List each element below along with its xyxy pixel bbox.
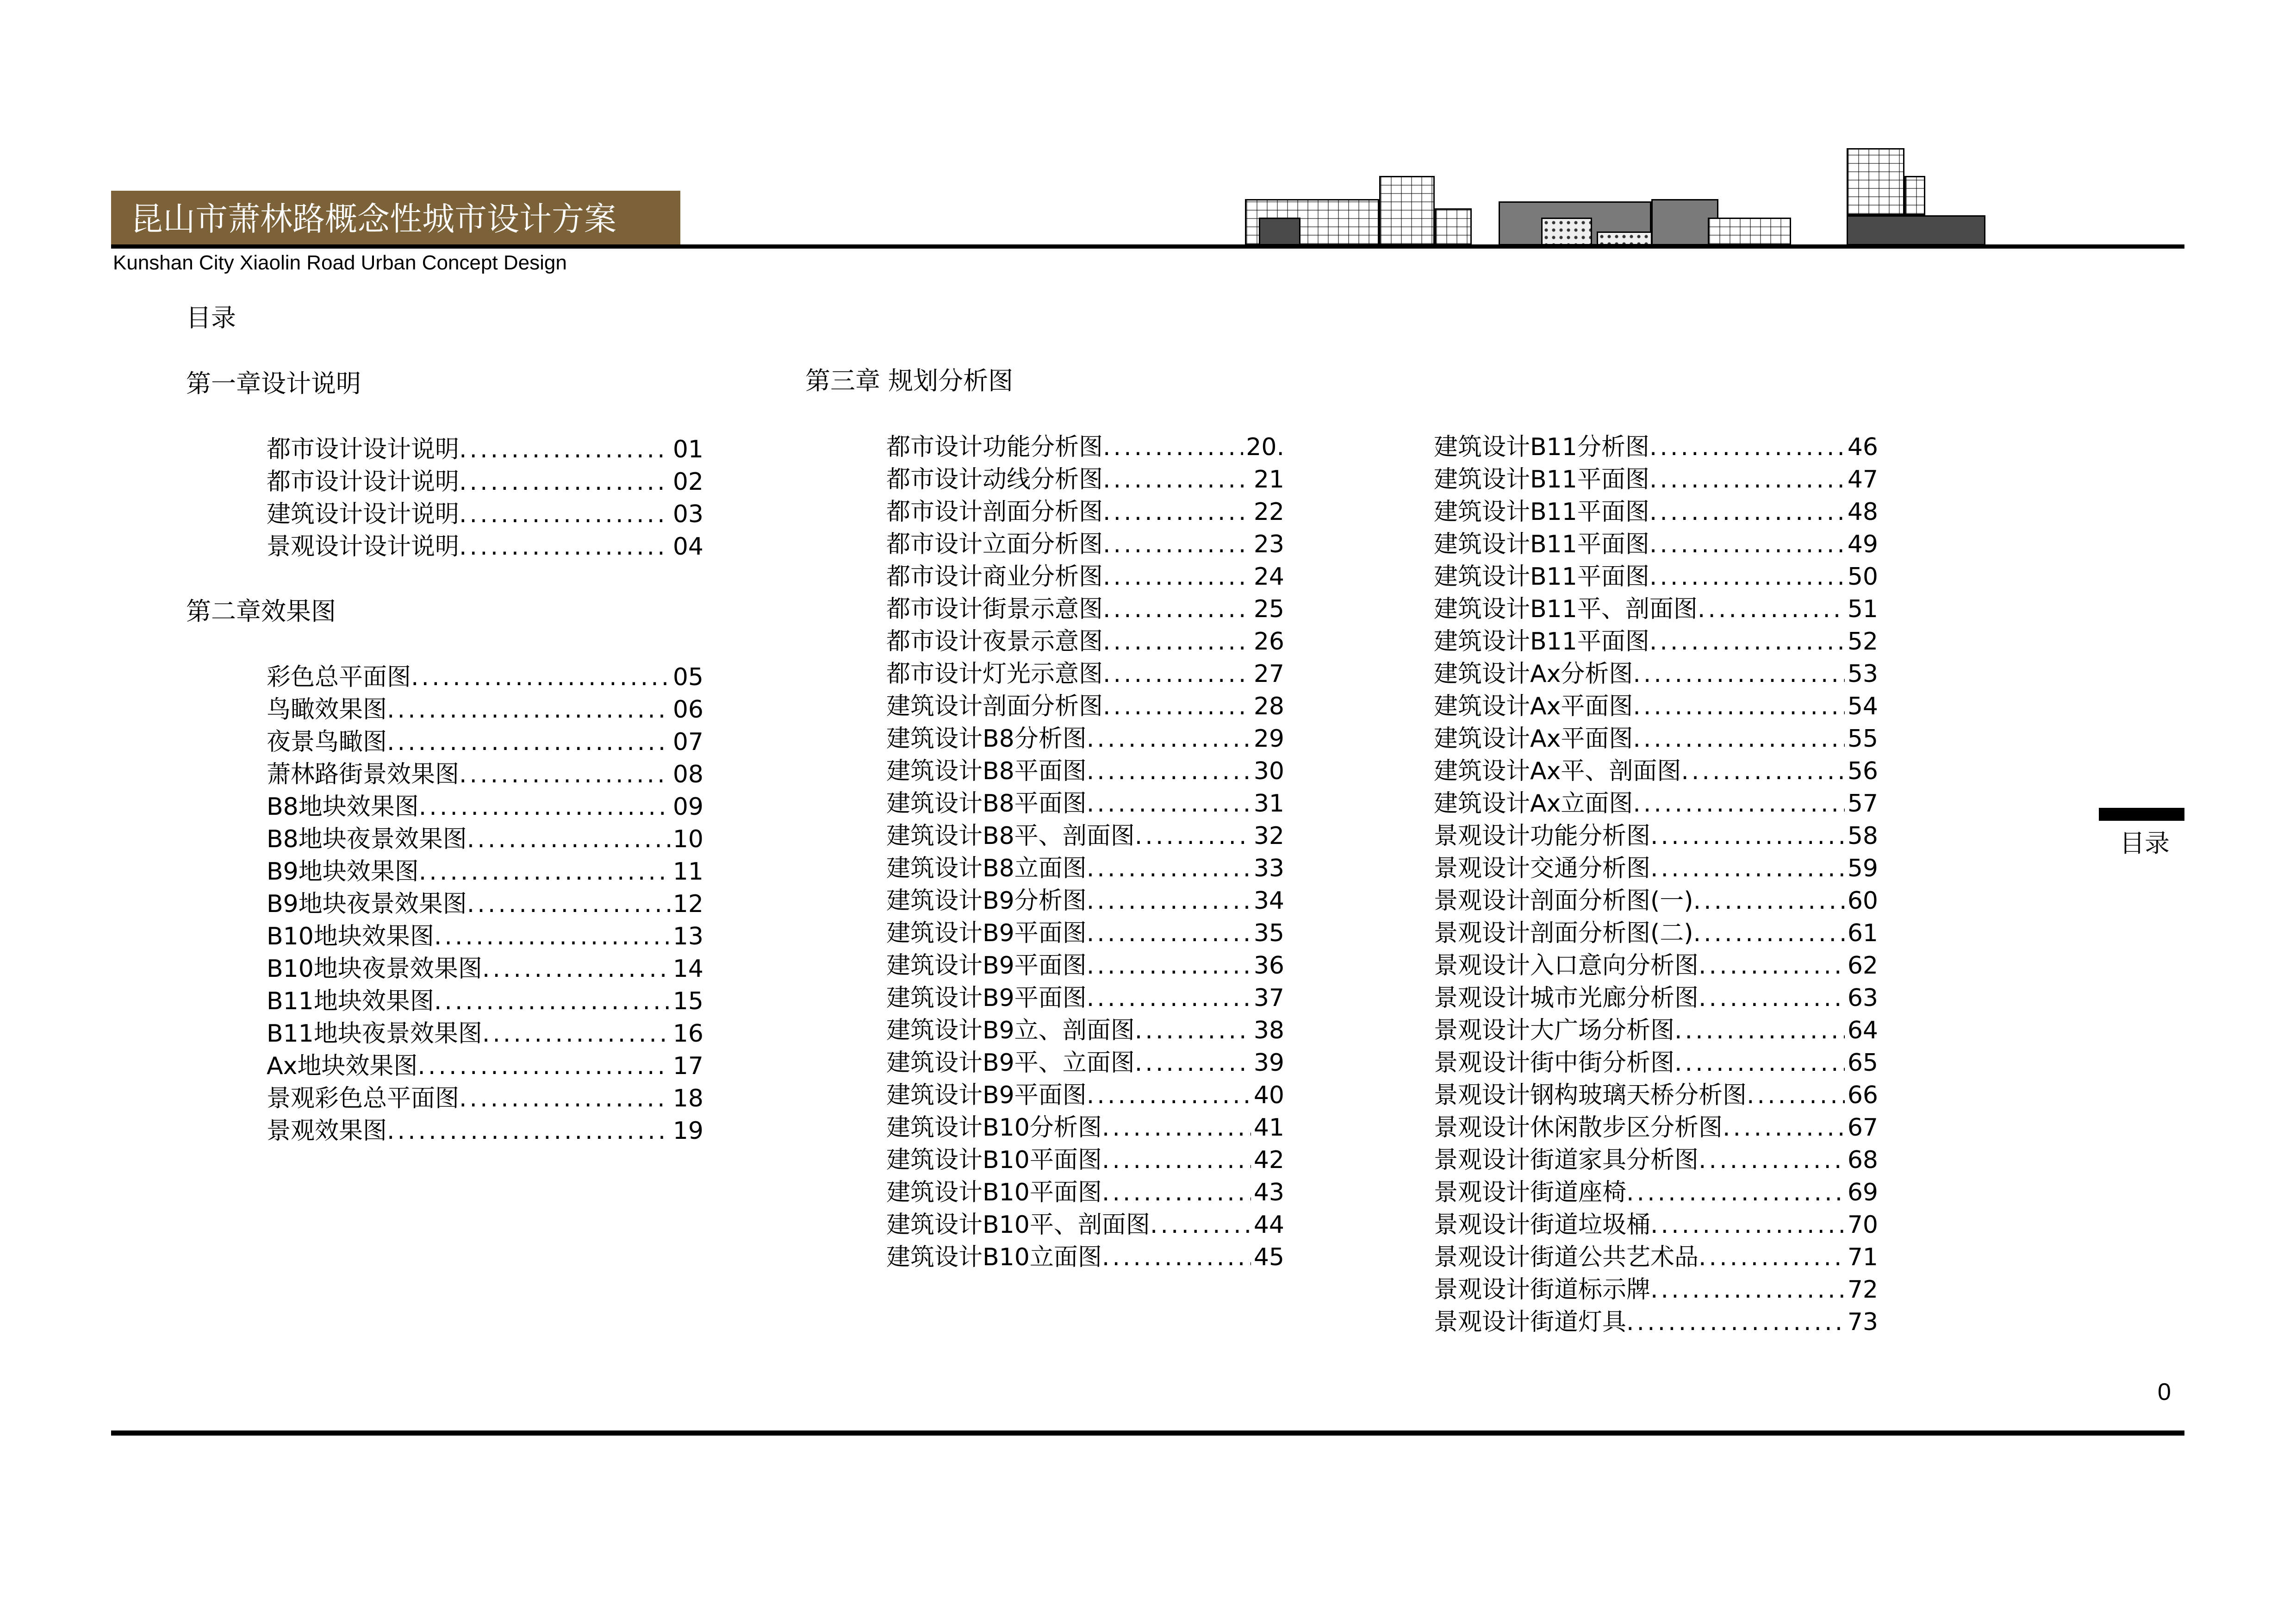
entry-label: 建筑设计B10平面图	[886, 1146, 1102, 1174]
toc-entry[interactable]	[267, 825, 703, 854]
toc-entry[interactable]	[267, 987, 703, 1016]
entry-label: 建筑设计Ax立面图	[1434, 790, 1633, 818]
entry-label: 景观设计功能分析图	[1434, 822, 1651, 850]
entry-page: 05	[672, 663, 703, 691]
toc-entry[interactable]	[1434, 757, 1878, 786]
entry-page: 04	[672, 533, 703, 561]
entry-label: 景观设计街道垃圾桶	[1434, 1211, 1651, 1239]
entry-page: 36	[1253, 952, 1284, 980]
toc-entry[interactable]	[1434, 433, 1878, 462]
entry-label: 景观设计入口意向分析图	[1434, 952, 1699, 980]
entry-label: B9地块效果图	[267, 858, 419, 886]
entry-label: 都市设计设计说明	[267, 468, 460, 496]
document-title: 昆山市萧林路概念性城市设计方案	[131, 200, 616, 238]
toc-entry[interactable]	[267, 1117, 703, 1145]
toc-entry[interactable]	[1434, 660, 1878, 688]
toc-entry[interactable]	[267, 695, 703, 724]
entry-page: 06	[672, 696, 703, 724]
page-number: 0	[2158, 1379, 2171, 1405]
building-elevation	[1904, 176, 1925, 215]
entry-page: 12	[672, 890, 703, 918]
entry-page: 29	[1253, 725, 1284, 753]
toc-entry[interactable]	[886, 822, 1284, 850]
entry-label: 都市设计夜景示意图	[886, 628, 1103, 656]
toc-entry[interactable]	[886, 887, 1284, 915]
entry-label: 建筑设计Ax分析图	[1434, 660, 1633, 688]
entry-label: 建筑设计B11平面图	[1434, 628, 1649, 656]
entry-page: 48	[1847, 498, 1878, 526]
entry-label: 建筑设计B10平、剖面图	[886, 1211, 1150, 1239]
entry-label: 彩色总平面图	[267, 663, 411, 691]
entry-page: 61	[1847, 919, 1878, 947]
footer-rule	[111, 1430, 2184, 1436]
toc-entry[interactable]	[267, 1084, 703, 1113]
entry-page: 46	[1847, 433, 1878, 461]
entry-page: 70	[1847, 1211, 1878, 1239]
entry-label: 建筑设计B11平、剖面图	[1434, 595, 1698, 623]
toc-entry[interactable]	[1434, 627, 1878, 656]
toc-heading: 目录	[186, 303, 236, 332]
entry-label: 建筑设计B11分析图	[1434, 433, 1649, 461]
entry-label: B11地块夜景效果图	[267, 1020, 482, 1048]
toc-entry[interactable]	[1434, 1016, 1878, 1045]
toc-entry[interactable]	[886, 951, 1284, 980]
toc-entry[interactable]	[886, 919, 1284, 948]
entry-page: 11	[672, 858, 703, 886]
entry-label: 景观设计街道家具分析图	[1434, 1146, 1699, 1174]
entry-page: 66	[1847, 1081, 1878, 1109]
entry-label: 景观设计街中街分析图	[1434, 1049, 1675, 1077]
entry-label: 建筑设计设计说明	[267, 500, 460, 528]
entry-label: B8地块效果图	[267, 793, 419, 821]
toc-entry[interactable]	[886, 660, 1284, 688]
toc-entry[interactable]	[886, 854, 1284, 883]
entry-label: 都市设计动线分析图	[886, 466, 1103, 493]
entry-page: 38	[1253, 1017, 1284, 1044]
entry-page: 47	[1847, 466, 1878, 493]
entry-page: 40	[1253, 1081, 1284, 1109]
toc-entry[interactable]	[1434, 951, 1878, 980]
entry-page: 24	[1253, 563, 1284, 591]
entry-page: 45	[1253, 1243, 1284, 1271]
toc-entry[interactable]	[886, 1016, 1284, 1045]
entry-label: 建筑设计B9平、立面图	[886, 1049, 1135, 1077]
entry-label: 建筑设计Ax平面图	[1434, 693, 1633, 720]
entry-page: 67	[1847, 1114, 1878, 1142]
toc-entry[interactable]	[267, 435, 703, 464]
entry-label: B11地块效果图	[267, 987, 434, 1015]
entry-page: 39	[1253, 1049, 1284, 1077]
toc-entry[interactable]	[1434, 1081, 1878, 1110]
entry-page: 37	[1253, 984, 1284, 1012]
entry-label: 景观设计设计说明	[267, 533, 460, 561]
chapter-2-title: 第二章效果图	[186, 597, 336, 626]
toc-entry[interactable]	[886, 1049, 1284, 1077]
entry-label: 都市设计灯光示意图	[886, 660, 1103, 688]
toc-entry[interactable]	[886, 627, 1284, 656]
entry-label: 建筑设计Ax平面图	[1434, 725, 1633, 753]
entry-label: 景观设计街道灯具	[1434, 1308, 1627, 1336]
toc-entry[interactable]	[886, 530, 1284, 559]
toc-entry[interactable]	[1434, 1243, 1878, 1272]
entry-page: 57	[1847, 790, 1878, 818]
entry-page: 34	[1253, 887, 1284, 915]
entry-page: 50	[1847, 563, 1878, 591]
toc-entry[interactable]	[1434, 595, 1878, 624]
entry-page: 64	[1847, 1017, 1878, 1044]
building-elevation	[1379, 176, 1435, 245]
entry-label: 建筑设计剖面分析图	[886, 693, 1103, 720]
toc-entry[interactable]	[1434, 562, 1878, 591]
toc-entry[interactable]	[886, 757, 1284, 786]
entry-page: 35	[1253, 919, 1284, 947]
entry-page: 26	[1253, 628, 1284, 656]
toc-entry[interactable]	[267, 728, 703, 756]
toc-entry[interactable]	[1434, 789, 1878, 818]
entry-page: 51	[1847, 595, 1878, 623]
toc-entry[interactable]	[886, 433, 1284, 462]
entry-label: 景观设计交通分析图	[1434, 855, 1651, 882]
entry-label: B8地块夜景效果图	[267, 825, 467, 853]
entry-page: 28	[1253, 693, 1284, 720]
entry-label: 建筑设计B9分析图	[886, 887, 1087, 915]
toc-entry[interactable]	[1434, 854, 1878, 883]
entry-label: 建筑设计B8平、剖面图	[886, 822, 1135, 850]
toc-entry[interactable]	[1434, 1113, 1878, 1142]
entry-label: 建筑设计B10立面图	[886, 1243, 1102, 1271]
toc-entry[interactable]	[267, 1052, 703, 1081]
entry-page: 58	[1847, 822, 1878, 850]
entry-page: 27	[1253, 660, 1284, 688]
entry-label: 建筑设计B9平面图	[886, 984, 1087, 1012]
toc-entry[interactable]	[1434, 1275, 1878, 1304]
entry-page: 73	[1847, 1308, 1878, 1336]
toc-entry[interactable]	[267, 857, 703, 886]
entry-label: 景观效果图	[267, 1117, 387, 1145]
entry-label: 建筑设计B8立面图	[886, 855, 1087, 882]
toc-entry[interactable]	[886, 1243, 1284, 1272]
entry-label: B10地块夜景效果图	[267, 955, 482, 983]
entry-page: 23	[1253, 531, 1284, 558]
entry-label: 建筑设计B8平面图	[886, 757, 1087, 785]
toc-entry[interactable]	[1434, 1211, 1878, 1239]
toc-entry[interactable]	[267, 468, 703, 496]
building-elevation	[1847, 148, 1904, 215]
entry-label: 景观设计城市光廊分析图	[1434, 984, 1699, 1012]
toc-entry[interactable]	[1434, 498, 1878, 526]
building-elevation	[1259, 218, 1300, 245]
building-elevation	[1541, 218, 1592, 245]
entry-label: B10地块效果图	[267, 923, 434, 950]
entry-page: 56	[1847, 757, 1878, 785]
entry-label: 建筑设计B9平面图	[886, 1081, 1087, 1109]
entry-label: Ax地块效果图	[267, 1052, 418, 1080]
skyline-illustration	[1245, 148, 1985, 245]
toc-entry[interactable]	[267, 793, 703, 821]
toc-entry[interactable]	[886, 692, 1284, 721]
toc-entry[interactable]	[1434, 1049, 1878, 1077]
section-tab-marker	[2099, 808, 2184, 821]
entry-page: 41	[1253, 1114, 1284, 1142]
entry-page: 71	[1847, 1243, 1878, 1271]
entry-page: 33	[1253, 855, 1284, 882]
entry-label: 建筑设计Ax平、剖面图	[1434, 757, 1681, 785]
entry-page: 49	[1847, 531, 1878, 558]
toc-entry[interactable]	[886, 1081, 1284, 1110]
toc-entry[interactable]	[1434, 530, 1878, 559]
toc-entry[interactable]	[886, 1113, 1284, 1142]
entry-page: 15	[672, 987, 703, 1015]
entry-label: 景观彩色总平面图	[267, 1085, 460, 1112]
toc-entry[interactable]	[267, 760, 703, 789]
entry-label: 景观设计大广场分析图	[1434, 1017, 1675, 1044]
chapter-3-title: 第三章 规划分析图	[805, 366, 1014, 395]
entry-label: 建筑设计B11平面图	[1434, 563, 1649, 591]
toc-entry[interactable]	[886, 725, 1284, 753]
chapter-1-title: 第一章设计说明	[186, 369, 361, 398]
toc-entry[interactable]	[1434, 725, 1878, 753]
toc-entry[interactable]	[1434, 692, 1878, 721]
entry-page: 02	[672, 468, 703, 496]
toc-entry[interactable]	[267, 890, 703, 918]
entry-label: 建筑设计B11平面图	[1434, 498, 1649, 526]
entry-page: 55	[1847, 725, 1878, 753]
section-tab-label[interactable]: 目录	[2120, 829, 2170, 858]
entry-page: 43	[1253, 1179, 1284, 1206]
toc-entry[interactable]	[886, 1146, 1284, 1174]
entry-page: 25	[1253, 595, 1284, 623]
entry-label: B9地块夜景效果图	[267, 890, 467, 918]
entry-label: 景观设计剖面分析图(一)	[1434, 887, 1693, 915]
entry-label: 建筑设计B11平面图	[1434, 531, 1649, 558]
toc-entry[interactable]	[886, 498, 1284, 526]
entry-label: 景观设计街道标示牌	[1434, 1276, 1651, 1304]
entry-page: 18	[672, 1085, 703, 1112]
toc-entry[interactable]	[886, 1178, 1284, 1207]
toc-entry[interactable]	[1434, 1178, 1878, 1207]
entry-page: 17	[672, 1052, 703, 1080]
entry-page: 01	[672, 436, 703, 463]
toc-entry[interactable]	[267, 663, 703, 692]
entry-page: 44	[1253, 1211, 1284, 1239]
entry-page: 59	[1847, 855, 1878, 882]
entry-label: 建筑设计B9立、剖面图	[886, 1017, 1135, 1044]
entry-page: 14	[672, 955, 703, 983]
toc-entry[interactable]	[1434, 919, 1878, 948]
toc-entry[interactable]	[1434, 887, 1878, 915]
toc-entry[interactable]	[886, 562, 1284, 591]
entry-label: 都市设计商业分析图	[886, 563, 1103, 591]
entry-page: 65	[1847, 1049, 1878, 1077]
entry-label: 建筑设计B11平面图	[1434, 466, 1649, 493]
entry-page: 20.	[1246, 433, 1284, 461]
entry-label: 建筑设计B9平面图	[886, 919, 1087, 947]
entry-page: 19	[672, 1117, 703, 1145]
entry-label: 建筑设计B10分析图	[886, 1114, 1102, 1142]
entry-page: 68	[1847, 1146, 1878, 1174]
entry-page: 53	[1847, 660, 1878, 688]
entry-label: 建筑设计B8平面图	[886, 790, 1087, 818]
entry-page: 16	[672, 1020, 703, 1048]
entry-label: 建筑设计B9平面图	[886, 952, 1087, 980]
entry-page: 10	[672, 825, 703, 853]
toc-entry[interactable]	[267, 955, 703, 983]
entry-label: 都市设计剖面分析图	[886, 498, 1103, 526]
entry-label: 景观设计街道座椅	[1434, 1179, 1627, 1206]
toc-entry[interactable]	[886, 595, 1284, 624]
entry-page: 63	[1847, 984, 1878, 1012]
toc-entry[interactable]	[267, 500, 703, 529]
entry-page: 69	[1847, 1179, 1878, 1206]
toc-entry[interactable]	[886, 789, 1284, 818]
document-subtitle: Kunshan City Xiaolin Road Urban Concept Design	[113, 251, 567, 274]
entry-page: 60	[1847, 887, 1878, 915]
toc-entry[interactable]	[886, 1211, 1284, 1239]
entry-page: 22	[1253, 498, 1284, 526]
entry-page: 07	[672, 728, 703, 756]
entry-label: 鸟瞰效果图	[267, 696, 387, 724]
entry-page: 08	[672, 761, 703, 788]
entry-label: 都市设计街景示意图	[886, 595, 1103, 623]
entry-label: 萧林路街景效果图	[267, 761, 460, 788]
entry-page: 54	[1847, 693, 1878, 720]
toc-entry[interactable]	[886, 984, 1284, 1012]
entry-page: 13	[672, 923, 703, 950]
entry-page: 21	[1253, 466, 1284, 493]
entry-label: 都市设计立面分析图	[886, 531, 1103, 558]
toc-entry[interactable]	[1434, 984, 1878, 1012]
toc-entry[interactable]	[1434, 1146, 1878, 1174]
building-elevation	[1708, 218, 1791, 245]
entry-page: 72	[1847, 1276, 1878, 1304]
entry-page: 42	[1253, 1146, 1284, 1174]
entry-page: 30	[1253, 757, 1284, 785]
building-elevation	[1597, 231, 1652, 245]
toc-entry[interactable]	[1434, 1308, 1878, 1337]
entry-page: 32	[1253, 822, 1284, 850]
toc-entry[interactable]	[886, 465, 1284, 494]
toc-entry[interactable]	[1434, 822, 1878, 850]
entry-page: 09	[672, 793, 703, 821]
toc-entry[interactable]	[267, 1019, 703, 1048]
toc-entry[interactable]	[1434, 465, 1878, 494]
building-elevation	[1435, 208, 1472, 245]
entry-label: 建筑设计B8分析图	[886, 725, 1087, 753]
entry-page: 03	[672, 500, 703, 528]
entry-page: 62	[1847, 952, 1878, 980]
entry-label: 景观设计钢构玻璃天桥分析图	[1434, 1081, 1747, 1109]
entry-label: 夜景鸟瞰图	[267, 728, 387, 756]
toc-entry[interactable]	[267, 532, 703, 561]
entry-label: 景观设计街道公共艺术品	[1434, 1243, 1699, 1271]
entry-label: 景观设计休闲散步区分析图	[1434, 1114, 1723, 1142]
building-elevation	[1847, 215, 1985, 245]
entry-page: 52	[1847, 628, 1878, 656]
toc-entry[interactable]	[267, 922, 703, 951]
entry-page: 31	[1253, 790, 1284, 818]
entry-label: 都市设计设计说明	[267, 436, 460, 463]
entry-label: 都市设计功能分析图	[886, 433, 1103, 461]
entry-label: 建筑设计B10平面图	[886, 1179, 1102, 1206]
entry-label: 景观设计剖面分析图(二)	[1434, 919, 1693, 947]
